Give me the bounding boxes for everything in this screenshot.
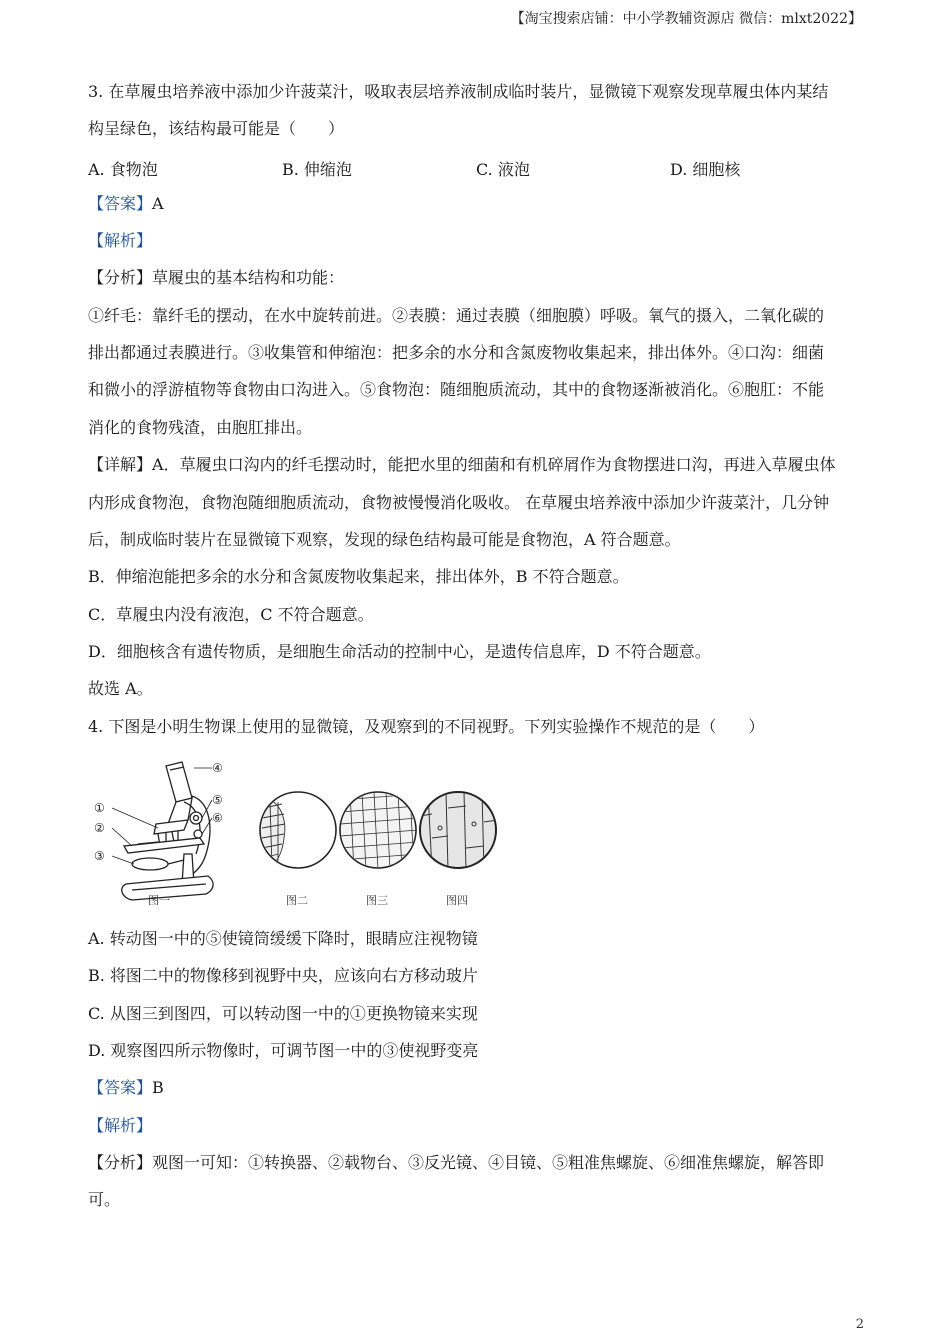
field-of-view-3 (340, 792, 418, 872)
caption-figure-1: 图一 (148, 894, 170, 907)
q3-option-c: C. 液泡 (476, 160, 530, 179)
label-6: ⑥ (212, 811, 223, 825)
q4-fenxi-line-2: 可。 (88, 1190, 121, 1209)
q3-detail-line-5: C．草履虫内没有液泡，C 不符合题意。 (88, 605, 374, 624)
q4-answer (88, 1078, 164, 1098)
q4-option-b: B. 将图二中的物像移到视野中央，应该向右方移动玻片 (88, 966, 478, 985)
fenxi-tag: 【分析】 (88, 268, 153, 287)
microscope-figure (88, 758, 508, 910)
q3-fenxi-line-1 (88, 268, 344, 288)
label-5: ⑤ (212, 793, 223, 807)
caption-figure-4: 图四 (446, 894, 468, 907)
answer-tag: 【答案】 (88, 194, 153, 213)
page-header: 【淘宝搜索店铺：中小学教辅资源店 微信：mlxt2022】 (510, 11, 862, 27)
q3-detail-line-1 (88, 455, 836, 475)
label-1: ① (94, 801, 105, 815)
answer-value: A (152, 194, 164, 213)
q3-detail-line-4: B．伸缩泡能把多余的水分和含氮废物收集起来，排出体外，B 不符合题意。 (88, 567, 629, 586)
q3-fenxi-line-4: 和微小的浮游植物等食物由口沟进入。⑤食物泡：随细胞质流动，其中的食物逐渐被消化。⑥胞肛：不能 (88, 380, 825, 399)
detail-text: A．草履虫口沟内的纤毛摆动时，能把水里的细菌和有机碎屑作为食物摆进口沟，再进入草履虫体 (152, 455, 836, 474)
q3-answer (88, 194, 164, 214)
q3-stem-line-1: 3. 在草履虫培养液中添加少许菠菜汁，吸取表层培养液制成临时装片，显微镜下观察发现草履虫体内某结 (88, 82, 829, 101)
label-2: ② (94, 821, 105, 835)
fenxi-tag: 【分析】 (88, 1153, 153, 1172)
q3-detail-line-3: 后，制成临时装片在显微镜下观察，发现的绿色结构最可能是食物泡，A 符合题意。 (88, 530, 681, 549)
label-3: ③ (94, 849, 105, 863)
q3-analysis-tag: 【解析】 (88, 231, 153, 250)
q3-fenxi-line-5: 消化的食物残渣，由胞肛排出。 (88, 418, 313, 437)
caption-figure-2: 图二 (286, 894, 308, 907)
field-of-view-4 (420, 792, 498, 870)
q3-option-a: A. 食物泡 (88, 160, 158, 179)
q3-fenxi-line-3: 排出都通过表膜进行。③收集管和伸缩泡：把多余的水分和含氮废物收集起来，排出体外。④口沟：细菌 (88, 343, 825, 362)
answer-tag: 【答案】 (88, 1078, 153, 1097)
q4-analysis-tag: 【解析】 (88, 1116, 153, 1135)
fenxi-text: 观图一可知：①转换器、②载物台、③反光镜、④目镜、⑤粗准焦螺旋、⑥细准焦螺旋，解答即 (152, 1153, 825, 1172)
fenxi-text: 草履虫的基本结构和功能： (152, 268, 345, 287)
page-number: 2 (855, 1317, 864, 1332)
caption-figure-3: 图三 (366, 894, 388, 907)
microscope-drawing (122, 762, 213, 900)
q4-option-c: C. 从图三到图四，可以转动图一中的①更换物镜来实现 (88, 1004, 478, 1023)
q3-detail-line-2: 内形成食物泡，食物泡随细胞质流动，食物被慢慢消化吸收。 在草履虫培养液中添加少许菠菜汁，几分钟 (88, 493, 830, 512)
q3-option-d: D. 细胞核 (670, 160, 741, 179)
q3-detail-line-6: D．细胞核含有遗传物质，是细胞生命活动的控制中心，是遗传信息库，D 不符合题意。 (88, 642, 711, 661)
q4-option-d: D. 观察图四所示物像时，可调节图一中的③使视野变亮 (88, 1041, 479, 1060)
q3-option-b: B. 伸缩泡 (282, 160, 352, 179)
q3-conclusion: 故选 A。 (88, 679, 153, 698)
q3-stem-line-2: 构呈绿色，该结构最可能是（ ） (88, 119, 345, 138)
q4-stem: 4. 下图是小明生物课上使用的显微镜，及观察到的不同视野。下列实验操作不规范的是（ ） (88, 717, 765, 736)
q4-option-a: A. 转动图一中的⑤使镜筒缓缓下降时，眼睛应注视物镜 (88, 929, 478, 948)
field-of-view-2 (260, 792, 336, 872)
answer-value: B (152, 1078, 164, 1097)
q3-fenxi-line-2: ①纤毛：靠纤毛的摆动，在水中旋转前进。②表膜：通过表膜（细胞膜）呼吸。氧气的摄入，二氧化碳的 (88, 306, 825, 325)
q4-fenxi-line-1 (88, 1153, 824, 1173)
label-4: ④ (212, 761, 223, 775)
detail-tag: 【详解】 (88, 455, 153, 474)
